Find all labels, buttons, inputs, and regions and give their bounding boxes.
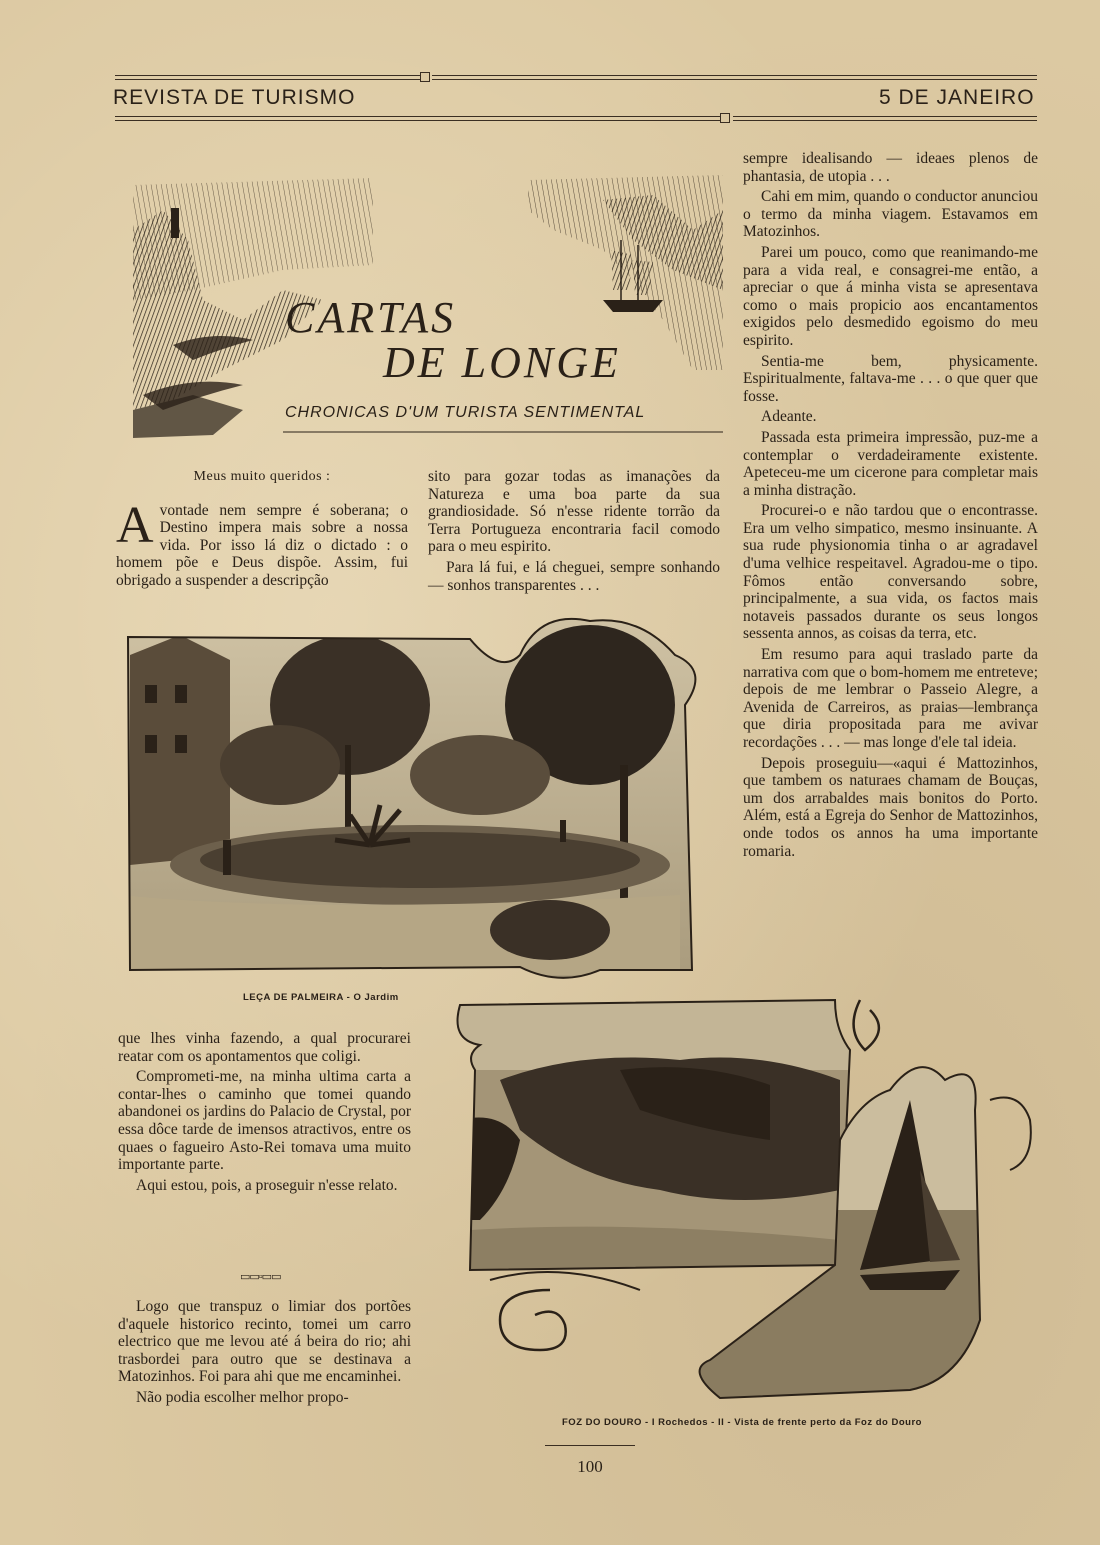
col3-paragraph-6: Passada esta primeira impressão, puz-me a contemplar o verdadeiramente existente. Apeteceu-me um cicerone para completar mais a minha distração. [743, 428, 1038, 499]
column-3 [743, 150, 1038, 863]
article-title-line2: DE LONGE [383, 338, 621, 387]
header-rule-bottom-right [733, 116, 1037, 117]
header-square-ornament-2 [720, 113, 730, 123]
photo2-caption: FOZ DO DOURO - I Rochedos - II - Vista de frente perto da Foz do Douro [562, 1417, 922, 1428]
page-number: 100 [577, 1457, 603, 1476]
col3-paragraph-9: Depois proseguiu—«aqui é Mattozinhos, que tambem os naturaes chamam de Bouças, um dos arrabaldes mais bonitos do Porto. Além, está a Egreja do Senhor de Mattozinhos, onde todos os annos ha uma importante romaria. [743, 754, 1038, 860]
drop-cap: A [116, 496, 154, 554]
photo-foz-do-douro [440, 990, 1050, 1410]
col3-paragraph-7: Procurei-o e não tardou que o encontrasse. Era um velho simpatico, mesmo insinuante. A sua rude physionomia tinha o ar agradavel d'uma velhice respeitavel. Agradou-me o tipo. Fômos então conversando sobre, principalmente, a sua vida, os factos mais notaveis passados durante os seus longos sessenta annos, as coisas da terra, etc. [743, 502, 1038, 643]
lower-column [118, 1030, 411, 1197]
header-square-ornament [420, 72, 430, 82]
col3-paragraph-3: Parei um pouco, como que reanimando-me para a vida real, e consagrei-me então, a apreciar o que á minha vista se apresentava como o mais propicio aos encantamentos exigidos pelo desmedido egoismo do meu espirito. [743, 243, 1038, 349]
column-1 [116, 468, 408, 593]
opening-paragraph-text: vontade nem sempre é soberana; o Destino impera mais sobre a nossa vida. Por isso lá diz o dictado : o homem põe e Deus dispõe. Assim, fui obrigado a suspender a descripção [116, 501, 408, 589]
col3-paragraph-4: Sentia-me bem, physicamente. Espiritualmente, faltava-me . . . o que quer que fosse. [743, 352, 1038, 405]
photo-leca-de-palmeira-garden [120, 615, 720, 990]
section-divider-ornament: ▭▭▫▭▭ [240, 1271, 281, 1283]
lower-paragraph-2: Comprometi-me, na minha ultima carta a contar-lhes o caminho que tomei quando abandonei os jardins do Palacio de Crystal, por essa dôce tarde de imensos atractivos, entre os quaes o fagueiro Asto-Rei tomava uma muito importante parte. [118, 1068, 411, 1174]
article-title-line1: CARTAS [285, 293, 457, 342]
col3-paragraph-5: Adeante. [761, 408, 817, 426]
col3-paragraph-8: Em resumo para aqui traslado parte da narrativa com que o bom-homem me entreteve; depois de me lembrar o Passeio Alegre, a Avenida de Carreiros, as praias—lembrança que diria propositada para me avivar recordações . . . — mas longe d'ele tal ideia. [743, 646, 1038, 751]
opening-paragraph [116, 496, 408, 590]
header-rule-bottom-2 [115, 120, 720, 121]
col2-paragraph-2: Para lá fui, e lá cheguei, sempre sonhando — sonhos transparentes . . . [428, 558, 720, 594]
salutation: Meus muito queridos : [193, 469, 331, 484]
lower-paragraph-3: Aqui estou, pois, a proseguir n'esse relato. [136, 1176, 398, 1194]
article-subtitle: CHRONICAS D'UM TURISTA SENTIMENTAL [285, 404, 646, 421]
header-rule-bottom [115, 116, 720, 117]
column-2 [428, 468, 720, 597]
col3-paragraph-2: Cahi em mim, quando o conductor anunciou o termo da minha viagem. Estavamos em Matozinhos. [743, 188, 1038, 241]
lower-column-2 [118, 1298, 411, 1410]
photo1-caption: LEÇA DE PALMEIRA - O Jardim [243, 992, 399, 1003]
lower-paragraph-1: que lhes vinha fazendo, a qual procurarei reatar com os apontamentos que coligi. [118, 1030, 411, 1065]
header-rule-top-right-2 [432, 79, 1037, 80]
page-number-rule [545, 1445, 635, 1446]
running-title: REVISTA DE TURISMO [113, 86, 356, 109]
header-rule-top-right [432, 75, 1037, 76]
header-rule-top [115, 75, 420, 76]
header-rule-top-2 [115, 79, 420, 80]
lower-paragraph-4: Logo que transpuz o limiar dos portões d'aquele historico recinto, tomei um carro electrico que me levou até á beira do rio; ahi trasbordei para outro que se destinava a Matozinhos. Foi para ahi que me encaminhei. [118, 1298, 411, 1386]
header-rule-bottom-right-2 [733, 120, 1037, 121]
lower-paragraph-5: Não podia escolher melhor propo- [136, 1388, 349, 1406]
col2-paragraph-1: sito para gozar todas as imanações da Natureza e uma boa parte da sua grandiosidade. Só n'esse ridente torrão da Terra Portugueza encontraria facil comodo para o meu espirito. [428, 468, 720, 556]
col3-paragraph-1: sempre idealisando — ideaes plenos de phantasia, de utopia . . . [743, 150, 1038, 185]
issue-date: 5 DE JANEIRO [879, 86, 1035, 109]
